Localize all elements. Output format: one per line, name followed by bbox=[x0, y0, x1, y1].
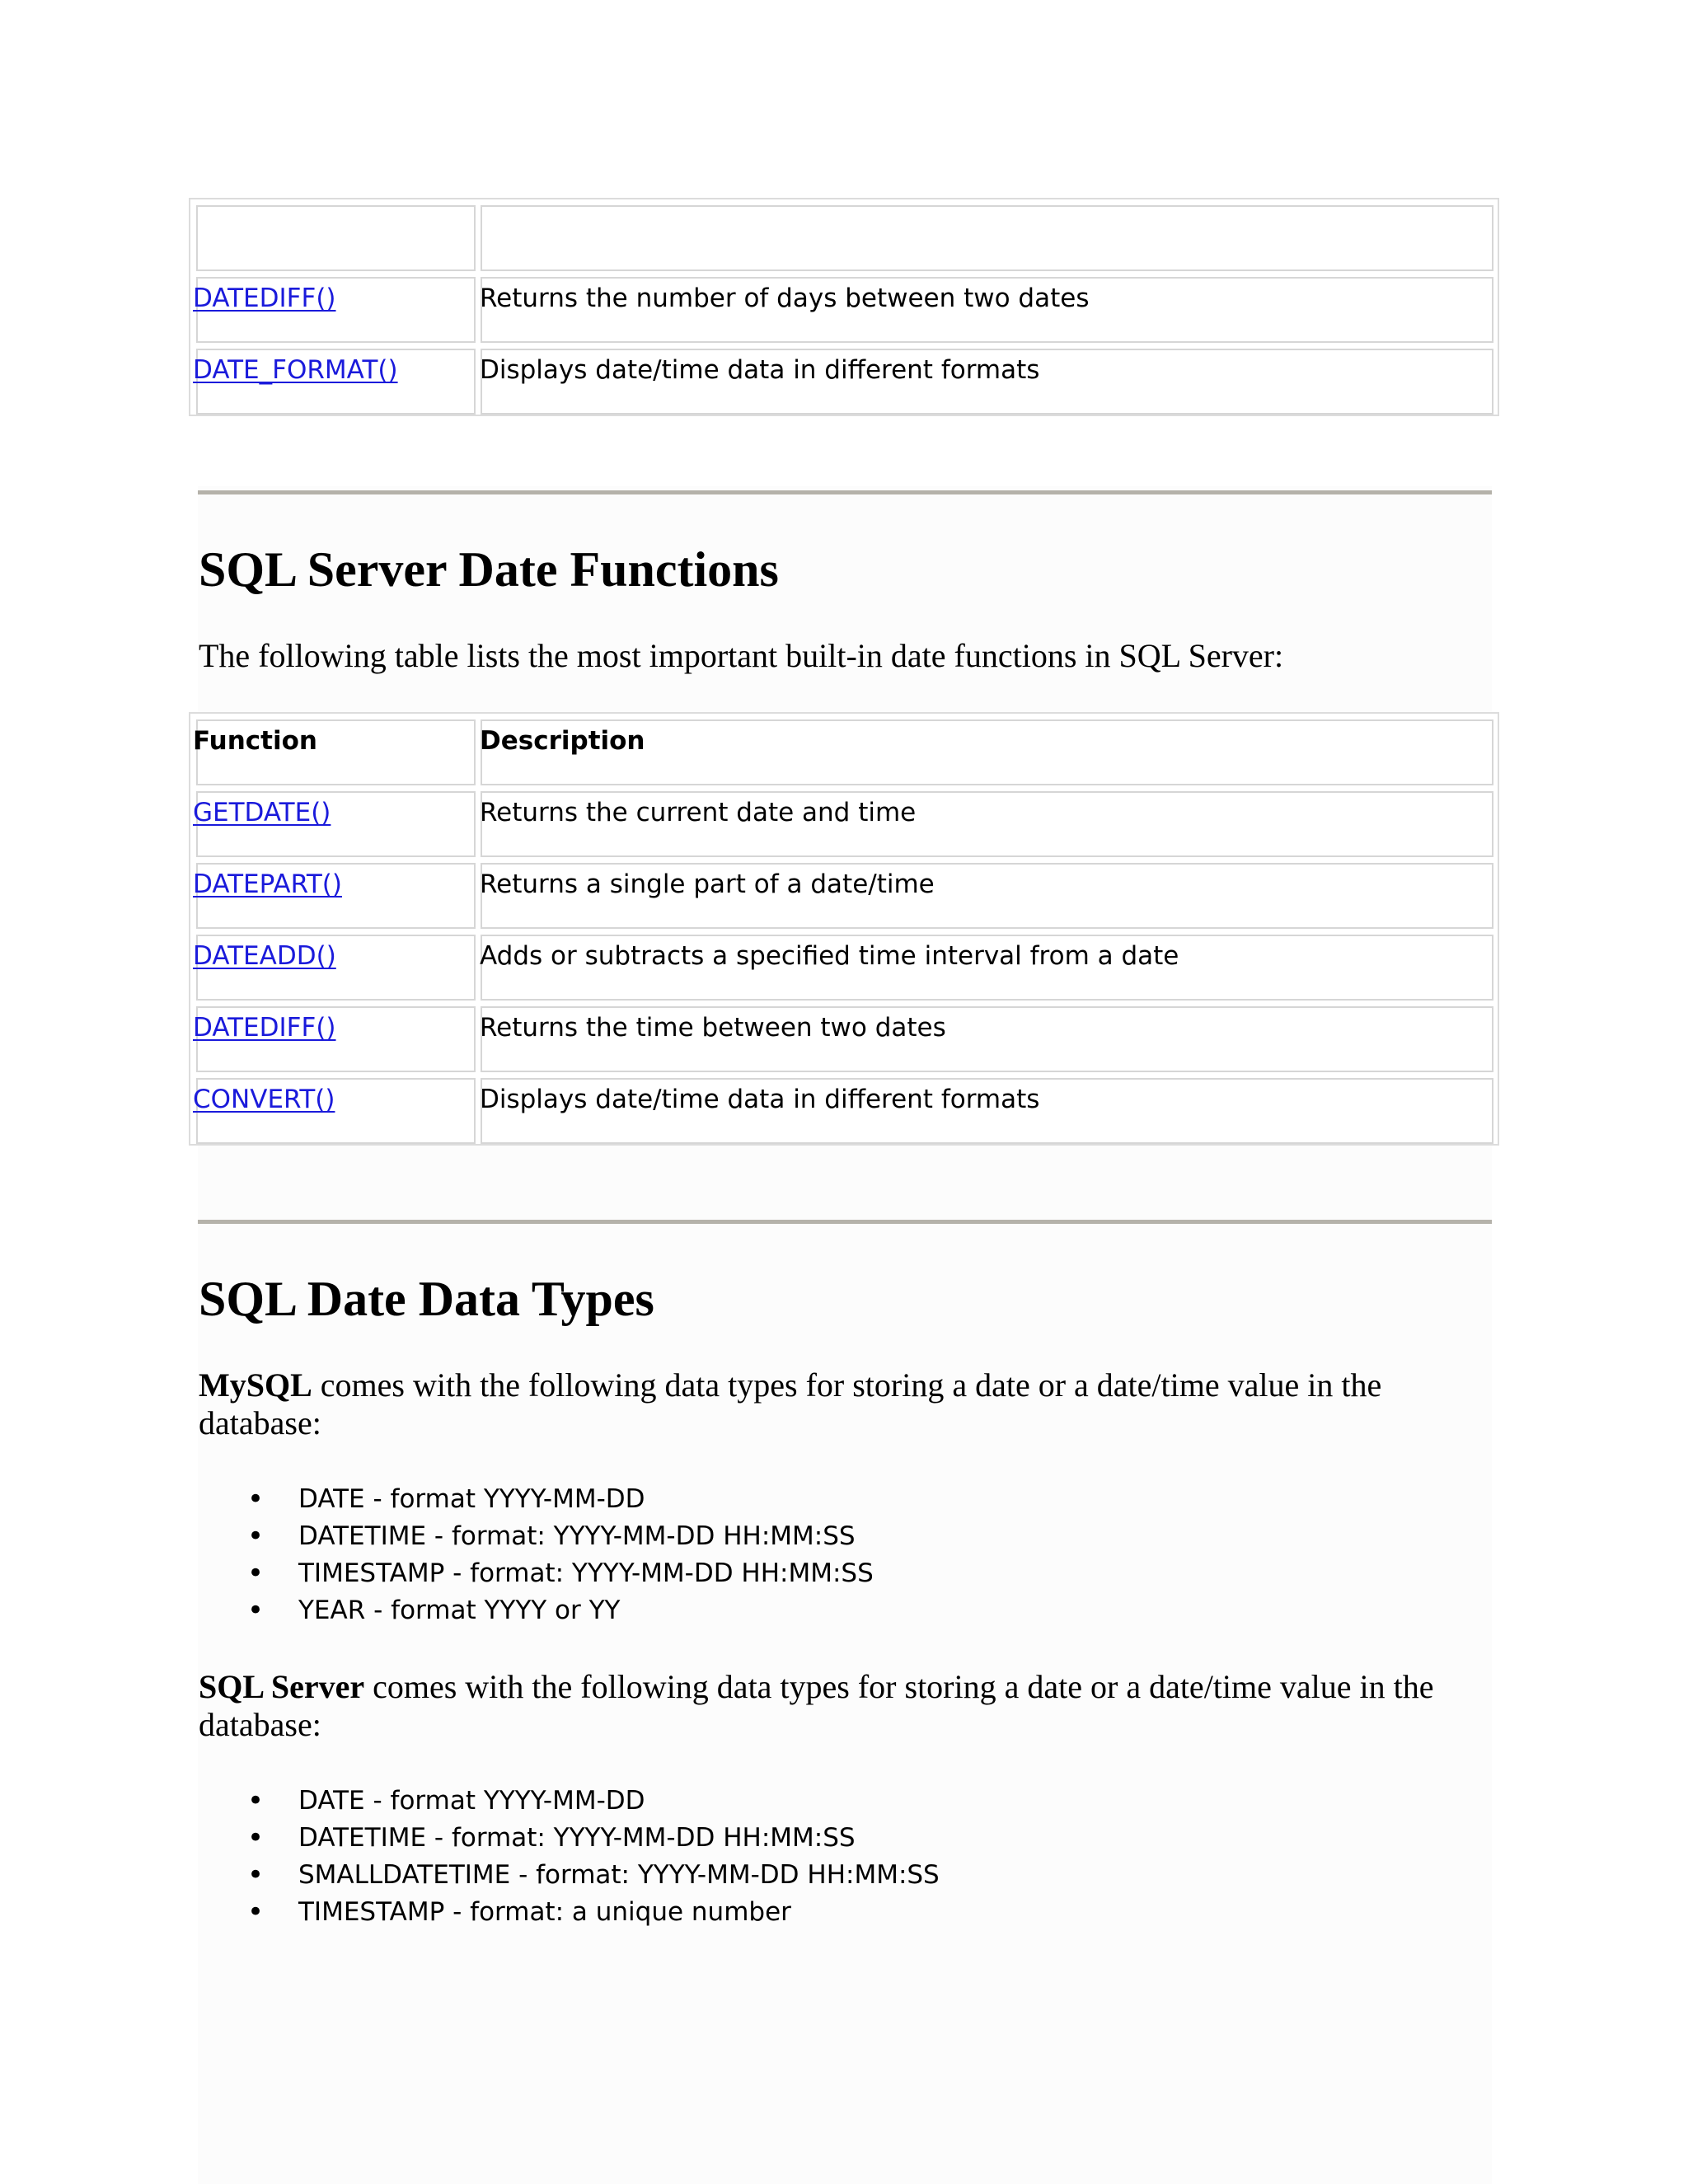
bullet-icon: • bbox=[247, 1557, 265, 1590]
sqlserver-functions-heading: SQL Server Date Functions bbox=[199, 542, 779, 597]
bullet-icon: • bbox=[247, 1896, 265, 1929]
function-link-convert[interactable]: CONVERT() bbox=[193, 1085, 335, 1114]
list-item-text: DATE - format YYYY-MM-DD bbox=[298, 1484, 645, 1514]
list-item bbox=[247, 1518, 874, 1555]
column-header-function: Function bbox=[193, 726, 317, 756]
table-row bbox=[190, 199, 1498, 271]
mysql-label: MySQL bbox=[199, 1366, 312, 1404]
description-cell: Displays date/time data in different formats bbox=[480, 1085, 1040, 1114]
sqlserver-label: SQL Server bbox=[199, 1668, 365, 1705]
table-row bbox=[190, 271, 1498, 343]
list-item-text: YEAR - format YYYY or YY bbox=[298, 1596, 621, 1625]
bullet-icon: • bbox=[247, 1594, 265, 1627]
horizontal-rule bbox=[198, 490, 1492, 494]
mysql-intro-text: comes with the following data types for storing a date or a date/time value in the database: bbox=[199, 1366, 1382, 1441]
list-item-text: TIMESTAMP - format: a unique number bbox=[298, 1897, 791, 1927]
date-data-types-heading: SQL Date Data Types bbox=[199, 1272, 654, 1326]
list-item-text: SMALLDATETIME - format: YYYY-MM-DD HH:MM:SS bbox=[298, 1860, 940, 1890]
table-cell bbox=[481, 205, 1493, 271]
horizontal-rule bbox=[198, 1220, 1492, 1224]
table-header-row bbox=[190, 714, 1498, 785]
bullet-icon: • bbox=[247, 1821, 265, 1854]
table-cell bbox=[196, 205, 476, 271]
mysql-functions-table-continued bbox=[189, 198, 1499, 416]
list-item-text: DATE - format YYYY-MM-DD bbox=[298, 1786, 645, 1816]
sqlserver-intro-text: comes with the following data types for storing a date or a date/time value in the database: bbox=[199, 1668, 1434, 1743]
function-link-datepart[interactable]: DATEPART() bbox=[193, 869, 342, 899]
table-row bbox=[190, 1001, 1498, 1072]
description-cell: Returns the current date and time bbox=[480, 798, 917, 827]
bullet-icon: • bbox=[247, 1520, 265, 1553]
sqlserver-datatypes-list bbox=[247, 1783, 940, 1931]
description-cell: Adds or subtracts a specified time interval from a date bbox=[480, 941, 1179, 971]
list-item-text: TIMESTAMP - format: YYYY-MM-DD HH:MM:SS bbox=[298, 1558, 874, 1588]
function-link-datediff[interactable]: DATEDIFF() bbox=[193, 1013, 336, 1043]
table-row bbox=[190, 785, 1498, 857]
mysql-datatypes-intro bbox=[199, 1366, 1484, 1442]
description-cell: Returns the number of days between two dates bbox=[480, 284, 1090, 313]
list-item bbox=[247, 1555, 874, 1592]
list-item-text: DATETIME - format: YYYY-MM-DD HH:MM:SS bbox=[298, 1823, 856, 1853]
bullet-icon: • bbox=[247, 1858, 265, 1891]
description-cell: Returns a single part of a date/time bbox=[480, 869, 935, 899]
bullet-icon: • bbox=[247, 1483, 265, 1516]
function-link-getdate[interactable]: GETDATE() bbox=[193, 798, 331, 827]
bullet-icon: • bbox=[247, 1784, 265, 1817]
table-row bbox=[190, 929, 1498, 1001]
description-cell: Returns the time between two dates bbox=[480, 1013, 946, 1043]
list-item bbox=[247, 1894, 940, 1931]
sqlserver-functions-table bbox=[189, 712, 1499, 1146]
description-cell: Displays date/time data in different formats bbox=[480, 355, 1040, 385]
table-row bbox=[190, 1072, 1498, 1144]
mysql-datatypes-list bbox=[247, 1481, 874, 1629]
sqlserver-functions-intro: The following table lists the most important built-in date functions in SQL Server: bbox=[199, 637, 1284, 674]
table-row bbox=[190, 343, 1498, 415]
column-header-description: Description bbox=[480, 726, 645, 756]
function-link-datediff[interactable]: DATEDIFF() bbox=[193, 284, 336, 313]
function-link-date-format[interactable]: DATE_FORMAT() bbox=[193, 355, 398, 385]
sqlserver-datatypes-intro bbox=[199, 1668, 1484, 1744]
function-link-dateadd[interactable]: DATEADD() bbox=[193, 941, 336, 971]
list-item bbox=[247, 1592, 874, 1629]
list-item bbox=[247, 1783, 940, 1820]
list-item bbox=[247, 1481, 874, 1518]
list-item-text: DATETIME - format: YYYY-MM-DD HH:MM:SS bbox=[298, 1521, 856, 1551]
list-item bbox=[247, 1857, 940, 1894]
table-row bbox=[190, 857, 1498, 929]
list-item bbox=[247, 1820, 940, 1857]
